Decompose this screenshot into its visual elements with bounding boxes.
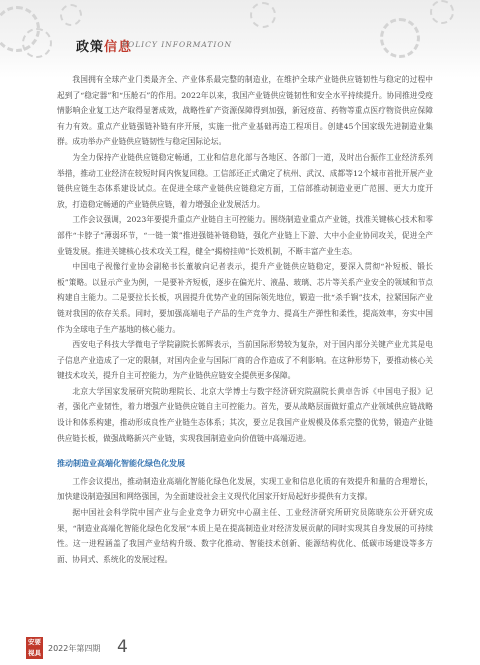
paragraph: 为全力保持产业链供应链稳定畅通，工业和信息化部与各地区、各部门一道，及时出台振作工业经济系列举措，推动工业经济在较短时间内恢复回稳。工信部还正式确定了杭州、武汉、成都等12个城市首批开展产业链供应链生态体系建设试点。在促进全球产业链供应链稳定方面，工信部推动制造业更广范围、更大力度开放，打造稳定畅通的产业链供应链，着力增强企业发展活力。 <box>57 152 433 209</box>
article-body <box>57 72 433 567</box>
paragraph: 据中国社会科学院中国产业与企业竞争力研究中心副主任、工业经济研究所研究员陈晓东公开研究成果，“制造业高端化智能化绿色化发展”本质上是在提高制造业对经济发展贡献的同时实现其自身发展的可持续性。这一进程涵盖了我国产业结构升级、数字化推动、智能技术创新、能源结构优化、低碳市场建设等多方面、协同式、系统化的发展过程。 <box>57 508 433 564</box>
gear-decoration <box>250 2 276 28</box>
paragraph: 西安电子科技大学微电子学院副院长郭辉表示，当前国际形势较为复杂，对于国内部分关键产业尤其是电子信息产业造成了一定的限制，对国内企业与国际厂商的合作造成了不利影响。在这种形势下，要推动核心关键技术攻关，提升自主可控能力，为产业链供应链安全提供更多保障。 <box>57 340 433 381</box>
magazine-logo <box>26 637 43 659</box>
section-title-main: 政策 <box>76 40 105 55</box>
logo-text: 安要 <box>28 638 41 646</box>
logo-text: 视具 <box>28 649 41 657</box>
issue-label: 2022年第四期 <box>48 644 101 653</box>
header-banner <box>0 0 480 78</box>
paragraph: 工作会议提出，推动制造业高端化智能化绿色化发展，实现工业和信息化质的有效提升和量的合理增长，加快建设制造强国和网络强国，为全面建设社会主义现代化国家开好局起好步提供有力支撑。 <box>57 476 433 502</box>
gear-decoration <box>380 18 420 58</box>
gear-decoration <box>60 4 82 26</box>
section-title-en: POLICY INFORMATION <box>122 40 233 49</box>
section-title-accent: 信息 <box>104 40 133 55</box>
paragraph: 中国电子视像行业协会副秘书长董敏向记者表示，提升产业链供应链稳定，要深入贯彻“补短板、锻长板”策略。以显示产业为例，一是要补齐短板，逐步在偏光片、液晶、玻璃、芯片等关系产业安全的领域和节点构建自主能力。二是要拉长长板，巩固提升优势产业的国际领先地位，锻造一批“杀手锏”技术，拉紧国际产业链对我国的依存关系。同时，要加强高端电子产品的生产竞争力、提高生产弹性和柔性，提高效率，夯实中国作为全球电子生产基地的核心能力。 <box>57 262 433 334</box>
paragraph: 工作会议强调，2023年要提升重点产业链自主可控能力。围绕制造业重点产业链，找准关键核心技术和零部件“卡脖子”薄弱环节，“一链一策”推进强链补链稳链，强化产业链上下游、大中小企业协同攻关，促进全产业链发展。推进关键核心技术攻关工程，健全“揭榜挂帅”长效机制，不断丰富产业生态。 <box>57 215 433 256</box>
page-number: 4 <box>117 637 128 657</box>
section-subheading: 推动制造业高端化智能化绿色化发展 <box>57 459 185 469</box>
paragraph: 北京大学国家发展研究院助理院长、北京大学博士与数字经济研究院副院长黄卓告诉《中国电子报》记者，强化产业韧性，着力增强产业链供应链自主可控能力。首先，要从战略层面做好重点产业领域供应链战略设计和体系构建，推动形成良性产业链生态体系；其次，要立足我国产业规模及体系完整的优势，锻造产业链供应链长板，做强战略新兴产业链，实现我国制造业向价值链中高端迈进。 <box>57 386 433 443</box>
gear-decoration <box>430 0 454 24</box>
gear-decoration <box>22 28 52 58</box>
paragraph: 我国拥有全球产业门类最齐全、产业体系最完整的制造业，在维护全球产业链供应链韧性与稳定的过程中起到了“稳定器”和“压舱石”的作用。2022年以来，我国产业链供应链韧性和安全水平持续提升。协同推进受疫情影响企业复工达产取得显著成效，战略性矿产资源保障得到加强，新冠疫苗、药物等重点医疗物资供应保障有力有效。重点产业链强链补链有序开展，实施一批产业基础再造工程项目。创建45个国家级先进制造业集群。成功举办产业链供应链韧性与稳定国际论坛。 <box>57 75 433 147</box>
